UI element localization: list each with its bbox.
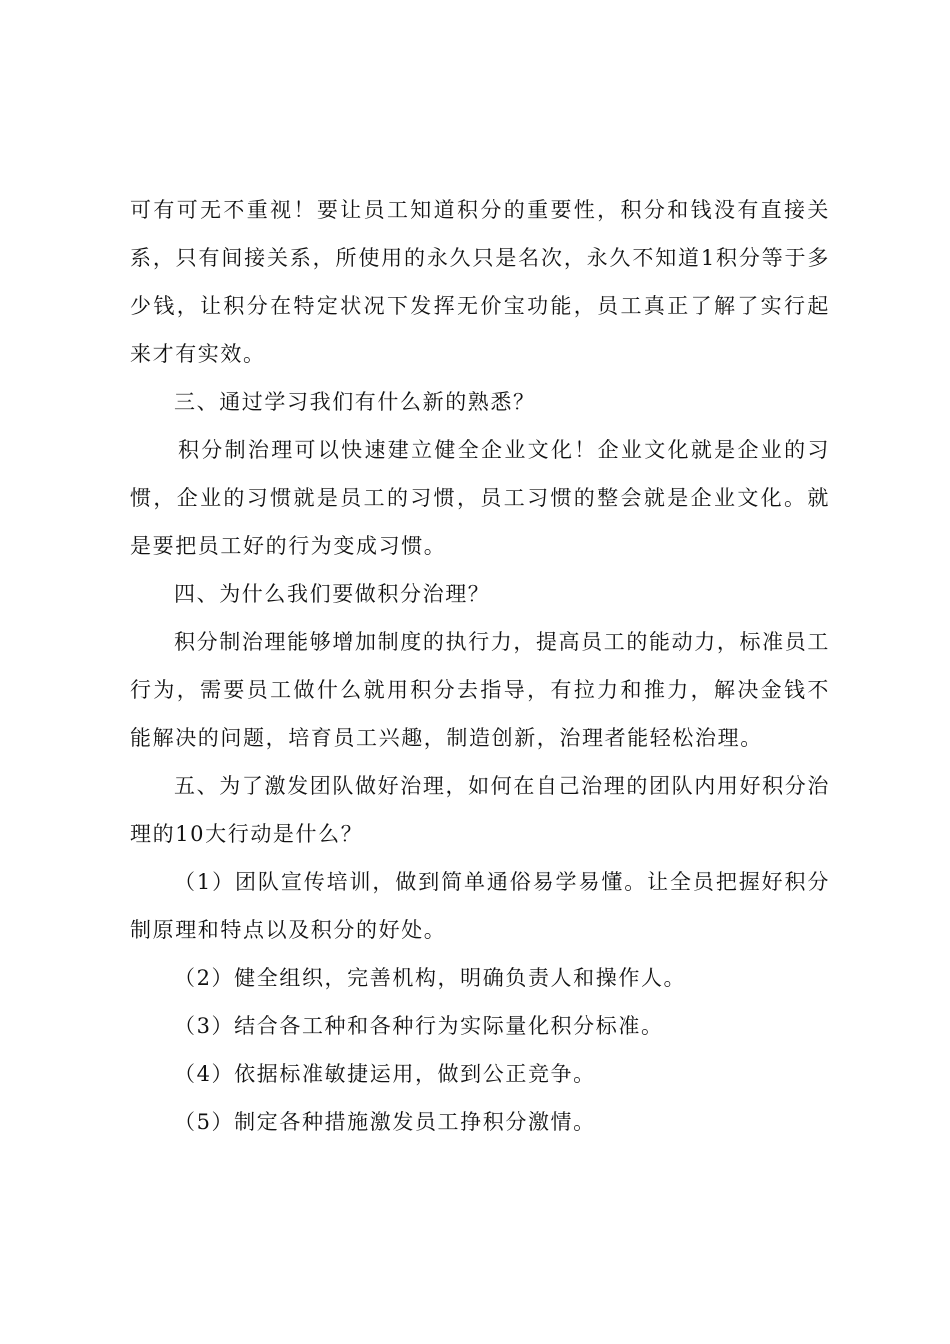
section-heading-4: 四、为什么我们要做积分治理？	[174, 582, 491, 606]
section-heading-3: 三、通过学习我们有什么新的熟悉？	[174, 390, 536, 414]
document-body	[130, 186, 830, 1146]
paragraph-why-points: 积分制治理能够增加制度的执行力，提高员工的能动力，标准员工行为，需要员工做什么就用积分去指导，有拉力和推力，解决金钱不能解决的问题，培育员工兴趣，制造创新，治理者能轻松治理。	[130, 630, 830, 750]
list-item-4: （4）依据标准敏捷运用，做到公正竞争。	[174, 1062, 596, 1086]
paragraph-culture: 积分制治理可以快速建立健全企业文化！企业文化就是企业的习惯，企业的习惯就是员工的习惯，员工习惯的整会就是企业文化。就是要把员工好的行为变成习惯。	[130, 438, 830, 558]
section-heading-5: 五、为了激发团队做好治理，如何在自己治理的团队内用好积分治理的10大行动是什么？	[130, 774, 830, 846]
paragraph-continuation: 可有可无不重视！要让员工知道积分的重要性，积分和钱没有直接关系，只有间接关系，所使用的永久只是名次，永久不知道1积分等于多少钱，让积分在特定状况下发挥无价宝功能，员工真正了解了实行起来才有实效。	[130, 198, 830, 366]
list-item-3: （3）结合各工种和各种行为实际量化积分标准。	[174, 1014, 664, 1038]
list-item-1: （1）团队宣传培训，做到简单通俗易学易懂。让全员把握好积分制原理和特点以及积分的好处。	[130, 870, 830, 942]
list-item-2: （2）健全组织，完善机构，明确负责人和操作人。	[174, 966, 687, 990]
list-item-5: （5）制定各种措施激发员工挣积分激情。	[174, 1110, 596, 1134]
